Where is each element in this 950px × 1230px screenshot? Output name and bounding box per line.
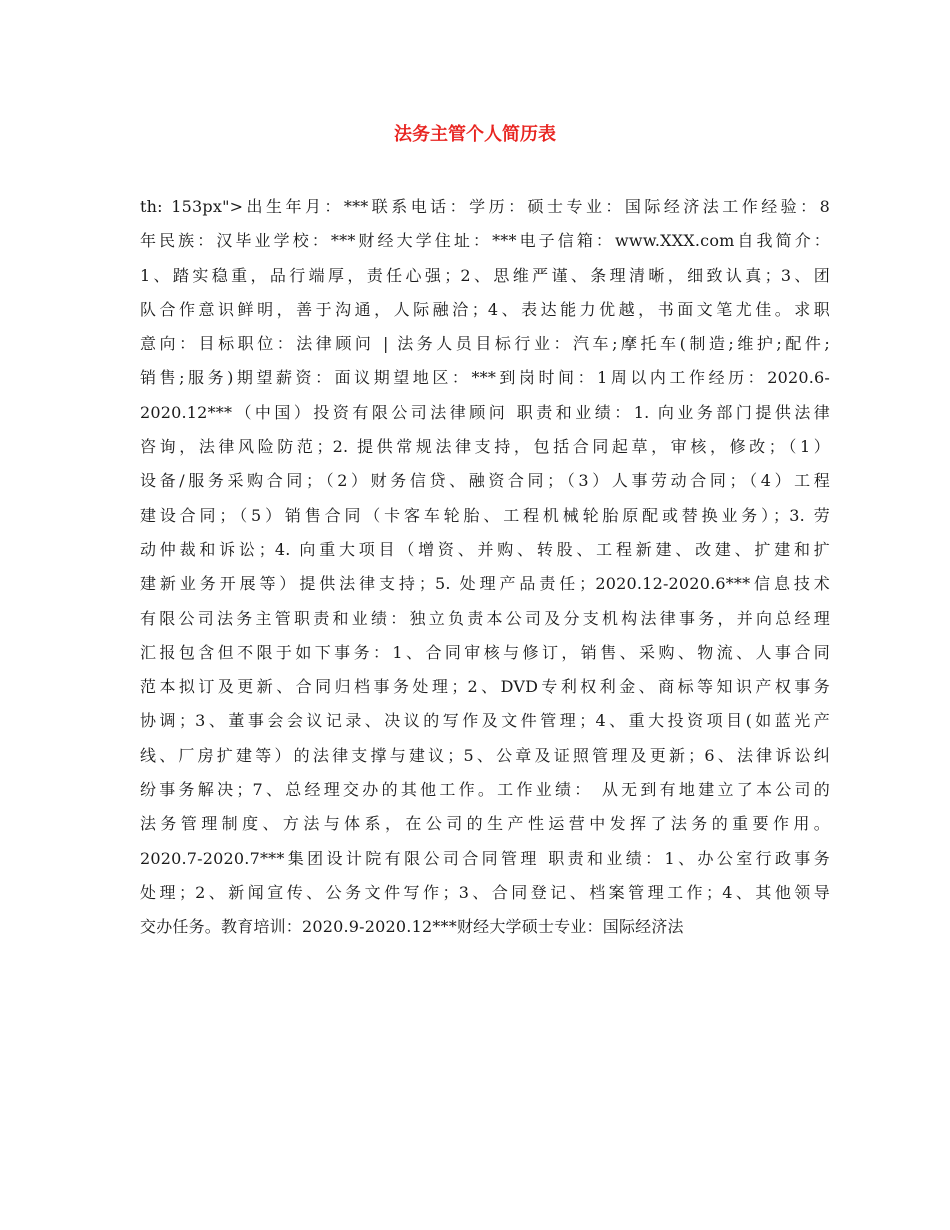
body-line: 纷事务解决；7、总经理交办的其他工作。工作业绩： 从无到有地建立了本公司的 [140,780,830,800]
body-line: 汇报包含但不限于如下事务：1、合同审核与修订，销售、采购、物流、人事合同 [140,642,830,662]
document-title: 法务主管个人简历表 [394,124,556,145]
body-line: 意向：目标职位：法律顾问 | 法务人员目标行业：汽车;摩托车(制造;维护;配件; [140,334,830,354]
resume-body [140,194,830,949]
body-line: 范本拟订及更新、合同归档事务处理；2、DVD专利权利金、商标等知识产权事务 [140,677,830,697]
body-line: 交办任务。教育培训：2020.9-2020.12***财经大学硕士专业：国际经济法 [140,917,684,937]
body-line: th: 153px">出生年月：***联系电话：学历：硕士专业：国际经济法工作经验：8 [140,197,830,216]
body-line: 动仲裁和诉讼；4. 向重大项目（增资、并购、转股、工程新建、改建、扩建和扩 [140,539,830,559]
body-line: 有限公司法务主管职责和业绩：独立负责本公司及分支机构法律事务，并向总经理 [140,608,830,628]
body-line: 2020.7-2020.7***集团设计院有限公司合同管理 职责和业绩：1、办公室行政事务 [140,848,830,868]
body-line: 年民族：汉毕业学校：***财经大学住址：***电子信箱：www.XXX.com自我简介： [140,231,830,251]
body-line: 建设合同；（5）销售合同（卡客车轮胎、工程机械轮胎原配或替换业务）；3. 劳 [140,505,830,525]
body-line: 设备/服务采购合同；（2）财务信贷、融资合同；（3）人事劳动合同；（4）工程 [140,471,830,491]
body-line: 处理；2、新闻宣传、公务文件写作；3、合同登记、档案管理工作；4、其他领导 [140,882,830,902]
body-line: 咨询，法律风险防范；2. 提供常规法律支持，包括合同起草，审核，修改；（1） [140,437,830,457]
body-line: 建新业务开展等）提供法律支持；5. 处理产品责任；2020.12-2020.6***信息技术 [140,574,830,594]
body-line: 1、踏实稳重，品行端厚，责任心强；2、思维严谨、条理清晰，细致认真；3、团 [140,265,830,285]
body-line: 线、厂房扩建等）的法律支撑与建议；5、公章及证照管理及更新；6、法律诉讼纠 [140,745,830,765]
body-line: 2020.12***（中国）投资有限公司法律顾问 职责和业绩：1. 向业务部门提供法律 [140,402,830,422]
body-line: 队合作意识鲜明，善于沟通，人际融洽；4、表达能力优越，书面文笔尤佳。求职 [140,299,830,319]
body-line: 销售;服务)期望薪资：面议期望地区：***到岗时间：1周以内工作经历：2020.6- [140,368,830,388]
body-line: 协调；3、董事会会议记录、决议的写作及文件管理；4、重大投资项目(如蓝光产 [140,711,830,731]
body-line: 法务管理制度、方法与体系，在公司的生产性运营中发挥了法务的重要作用。 [140,814,830,834]
